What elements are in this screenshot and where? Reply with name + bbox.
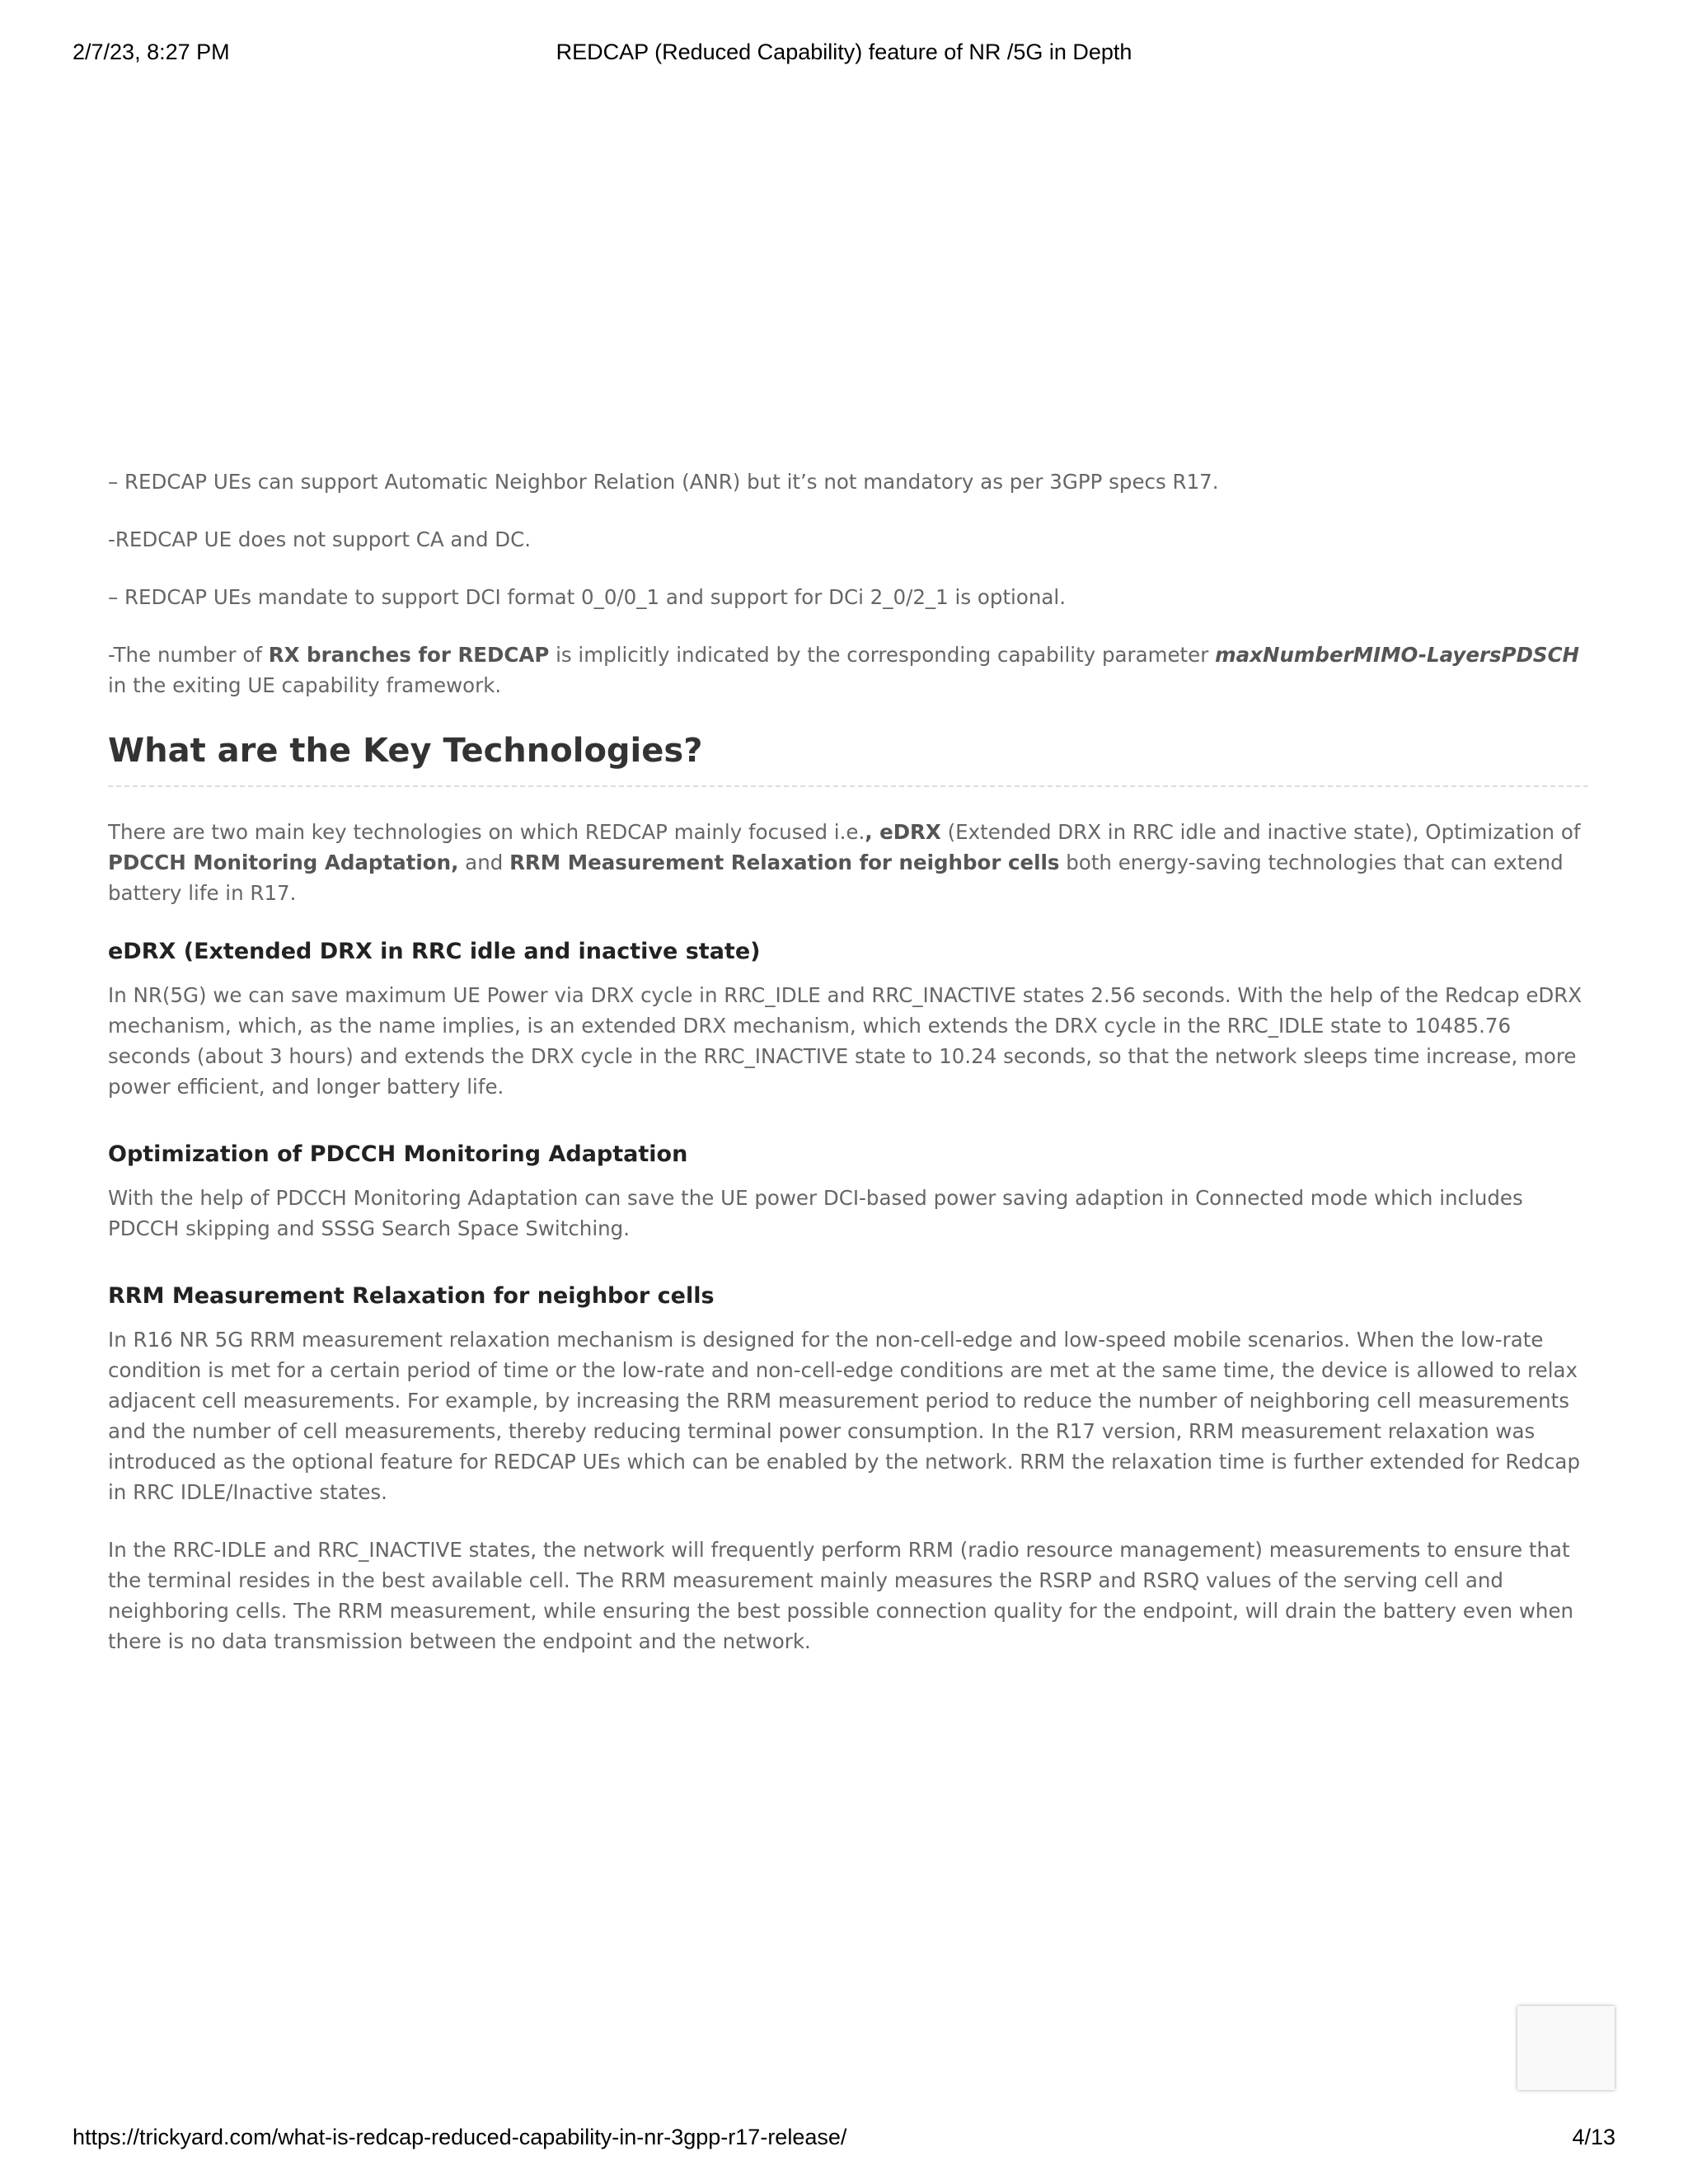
rx-text-post: in the exiting UE capability framework. xyxy=(108,673,502,697)
rx-branches-bold: RX branches for REDCAP xyxy=(268,643,550,667)
key-technologies-heading: What are the Key Technologies? xyxy=(108,728,1588,787)
pdcch-body: With the help of PDCCH Monitoring Adaptation can save the UE power DCI-based power saving adaption in Connected mode which includes PDCCH skipping and SSSG Search Space Switching. xyxy=(108,1186,1523,1240)
intro-text-1: There are two main key technologies on which REDCAP mainly focused i.e. xyxy=(108,820,865,844)
rx-text-mid: is implicitly indicated by the corresponding capability parameter xyxy=(549,643,1216,667)
intro-text-2: (Extended DRX in RRC idle and inactive state), Optimization of xyxy=(940,820,1581,844)
bullet-dci: – REDCAP UEs mandate to support DCI format 0_0/0_1 and support for DCi 2_0/2_1 is optional. xyxy=(108,585,1066,609)
key-technologies-intro xyxy=(108,817,1588,908)
print-datetime: 2/7/23, 8:27 PM xyxy=(73,40,230,64)
rrm-body-1: In R16 NR 5G RRM measurement relaxation mechanism is designed for the non-cell-edge and low-speed mobile scenarios. When the low-rate condition is met for a certain period of time or the low-rate and non-cell-edge conditions are met at the same time, the device is allowed to relax adjacent cell measurements. For example, by increasing the RRM measurement period to reduce the number of neighboring cell measurements and the number of cell measurements, thereby reducing terminal power consumption. In the R17 version, RRM measurement relaxation was introduced as the optional feature for REDCAP UEs which can be enabled by the network. RRM the relaxation time is further extended for Redcap in RRC IDLE/Inactive states. xyxy=(108,1328,1580,1504)
intro-bold-rrm: RRM Measurement Relaxation for neighbor cells xyxy=(509,851,1060,874)
intro-text-4: both energy-saving technologies that can extend battery life in R17. xyxy=(108,851,1564,905)
rrm-body-2: In the RRC-IDLE and RRC_INACTIVE states, the network will frequently perform RRM (radio resource management) measurements to ensure that the terminal resides in the best available cell. The RRM measurement mainly measures the RSRP and RSRQ values of the serving cell and neighboring cells. The RRM measurement, while ensuring the best possible connection quality for the endpoint, will drain the battery even when there is no data transmission between the endpoint and the network. xyxy=(108,1538,1574,1653)
edrx-body: In NR(5G) we can save maximum UE Power via DRX cycle in RRC_IDLE and RRC_INACTIVE states 2.56 seconds. With the help of the Redcap eDRX mechanism, which, as the name implies, is an extended DRX mechanism, which extends the DRX cycle in the RRC_IDLE state to 10485.76 seconds (about 3 hours) and extends the DRX cycle in the RRC_INACTIVE state to 10.24 seconds, so that the network sleeps time increase, more power efficient, and longer battery life. xyxy=(108,983,1582,1099)
print-page-title: REDCAP (Reduced Capability) feature of NR /5G in Depth xyxy=(556,40,1132,64)
print-page-number: 4/13 xyxy=(1572,2125,1615,2149)
rx-text-pre: -The number of xyxy=(108,643,269,667)
rx-param-name: maxNumberMIMO-LayersPDSCH xyxy=(1215,643,1580,667)
article-content xyxy=(108,466,1588,1684)
intro-bold-pdcch: PDCCH Monitoring Adaptation, xyxy=(108,851,459,874)
print-url: https://trickyard.com/what-is-redcap-reduced-capability-in-nr-3gpp-r17-release/ xyxy=(73,2125,847,2149)
edrx-heading: eDRX (Extended DRX in RRC idle and inactive state) xyxy=(108,939,761,964)
rrm-heading: RRM Measurement Relaxation for neighbor cells xyxy=(108,1283,715,1309)
bullet-rx-branches xyxy=(108,640,1588,701)
intro-text-3: and xyxy=(458,851,510,874)
print-header xyxy=(73,40,1615,69)
recaptcha-badge[interactable] xyxy=(1517,2006,1615,2090)
print-footer xyxy=(73,2125,1615,2154)
intro-bold-edrx: , eDRX xyxy=(865,820,941,844)
bullet-anr: – REDCAP UEs can support Automatic Neighbor Relation (ANR) but it’s not mandatory as per 3GPP specs R17. xyxy=(108,470,1219,494)
pdcch-heading: Optimization of PDCCH Monitoring Adaptation xyxy=(108,1141,688,1167)
bullet-ca-dc: -REDCAP UE does not support CA and DC. xyxy=(108,527,532,551)
